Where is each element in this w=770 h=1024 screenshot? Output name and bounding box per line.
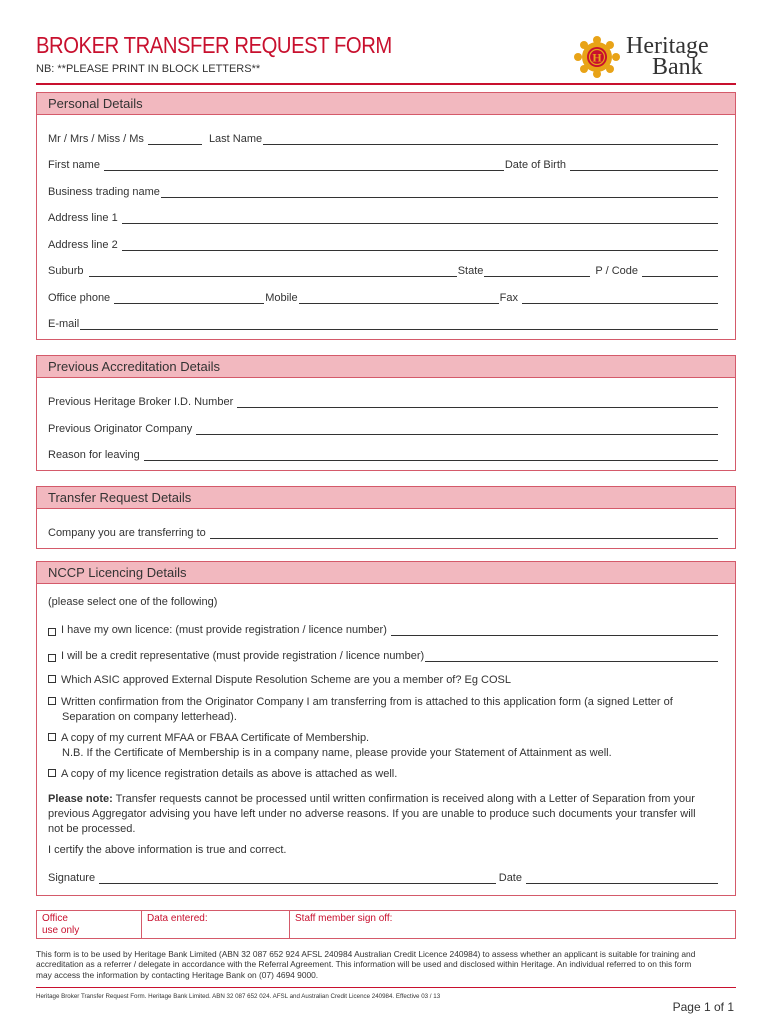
broker-id-field[interactable]: [237, 398, 718, 408]
certify-statement: I certify the above information is true and correct.: [48, 844, 287, 856]
header-rule: [36, 83, 736, 85]
logo-text-bank: Bank: [652, 54, 703, 80]
written-confirmation-checkbox[interactable]: [48, 697, 56, 705]
please-note-line2: previous Aggregator advising you have left under no adverse reasons. If you are unable to produce such documents your transfer will: [48, 808, 696, 820]
heritage-crest-icon: [572, 34, 622, 80]
business-label: Business trading name: [48, 186, 160, 198]
privacy-line1: This form is to be used by Heritage Bank Limited (ABN 32 087 652 924 AFSL 240984 Australian Credit Licence 240984) to assess whether an applicant is suitable for training and: [36, 949, 696, 959]
office-use-box: [36, 910, 736, 939]
data-entered-label: Data entered:: [147, 913, 208, 924]
mobile-label: Mobile: [265, 292, 298, 304]
suburb-label: Suburb: [48, 265, 84, 277]
nccp-option-5: [48, 731, 719, 761]
broker-id-row: [48, 394, 719, 408]
nccp-option-3: [48, 673, 719, 688]
own-licence-field[interactable]: [391, 626, 718, 636]
title-label: Mr / Mrs / Miss / Ms: [48, 133, 144, 145]
written-confirmation-line2: Separation on company letterhead).: [62, 711, 237, 723]
nccp-option-2: [48, 648, 719, 662]
date-label: Date: [498, 872, 522, 884]
address2-label: Address line 2: [48, 239, 118, 251]
dob-label: Date of Birth: [504, 159, 566, 171]
written-confirmation-line1: Written confirmation from the Originator Company I am transferring from is attached to this application form (a signed Letter of: [61, 696, 673, 708]
personal-details-heading: Personal Details: [37, 93, 735, 115]
own-licence-checkbox[interactable]: [48, 628, 56, 636]
postcode-label: P / Code: [595, 265, 638, 277]
company-row: [48, 525, 719, 539]
last-name-label: Last Name: [208, 133, 263, 145]
office-use-label: [37, 911, 142, 938]
membership-certificate-line1: A copy of my current MFAA or FBAA Certificate of Membership.: [61, 732, 370, 744]
fax-field[interactable]: [522, 294, 718, 304]
nccp-intro: (please select one of the following): [48, 596, 218, 608]
broker-id-label: Previous Heritage Broker I.D. Number: [48, 396, 234, 408]
reason-field[interactable]: [144, 451, 718, 461]
nccp-option-6: [48, 767, 719, 782]
signature-label: Signature: [48, 872, 96, 884]
mobile-field[interactable]: [299, 294, 499, 304]
email-label: E-mail: [48, 318, 80, 330]
please-note-line1: Transfer requests cannot be processed until written confirmation is received along with a Letter of Separation from your: [115, 793, 695, 805]
form-title: BROKER TRANSFER REQUEST FORM: [36, 32, 392, 58]
signature-row: [48, 870, 719, 884]
page-number: Page 1 of 1: [672, 1000, 734, 1014]
privacy-paragraph: [36, 949, 736, 980]
office-phone-label: Office phone: [48, 292, 111, 304]
footer-note: Heritage Broker Transfer Request Form. Heritage Bank Limited. ABN 32 087 652 024. AFSL and Australian Credit Licence 240984. Effective 03 / 13: [36, 993, 441, 1000]
previous-accreditation-heading: Previous Accreditation Details: [37, 356, 735, 378]
previous-accreditation-section: [36, 355, 736, 471]
date-field[interactable]: [526, 874, 718, 884]
nccp-licencing-section: [36, 561, 736, 896]
privacy-line3: may access the information by contacting Heritage Bank on (07) 4694 9000.: [36, 969, 319, 980]
own-licence-label: I have my own licence: (must provide registration / licence number): [61, 624, 387, 636]
last-name-field[interactable]: [263, 135, 718, 145]
nccp-licencing-heading: NCCP Licencing Details: [37, 562, 735, 584]
email-row: [48, 316, 719, 330]
title-field[interactable]: [148, 135, 202, 145]
first-name-field[interactable]: [104, 161, 504, 171]
privacy-line2: accreditation as a referrer / delegate in accordance with the Referral Agreement. This information will be used and disclosed within Heritage. An individual referred to on this form: [36, 959, 692, 970]
address1-field[interactable]: [122, 214, 718, 224]
transfer-request-heading: Transfer Request Details: [37, 487, 735, 509]
business-field[interactable]: [161, 188, 718, 198]
credit-rep-field[interactable]: [425, 652, 718, 662]
nccp-option-4: [48, 695, 719, 725]
suburb-row: [48, 263, 719, 277]
membership-certificate-line2: N.B. If the Certificate of Membership is in a company name, please provide your Statement of Attainment as well.: [62, 747, 612, 759]
address2-field[interactable]: [122, 241, 718, 251]
title-lastname-row: [48, 131, 719, 145]
please-note-line3: not be processed.: [48, 823, 136, 835]
credit-rep-checkbox[interactable]: [48, 654, 56, 662]
company-field[interactable]: [210, 529, 718, 539]
office-phone-field[interactable]: [114, 294, 264, 304]
company-label: Company you are transferring to: [48, 527, 206, 539]
address1-row: [48, 210, 719, 224]
office-use-line2: use only: [42, 925, 80, 936]
signature-field[interactable]: [99, 874, 496, 884]
heritage-bank-logo: [572, 34, 736, 80]
state-label: State: [457, 265, 484, 277]
transfer-request-section: [36, 486, 736, 549]
business-row: [48, 184, 719, 198]
footer-rule: [36, 987, 736, 988]
dob-field[interactable]: [570, 161, 718, 171]
edr-scheme-label: Which ASIC approved External Dispute Resolution Scheme are you a member of? Eg COSL: [61, 674, 512, 686]
staff-signoff-label: Staff member sign off:: [295, 913, 393, 924]
logo-text-heritage: Heritage: [626, 33, 709, 59]
personal-details-section: [36, 92, 736, 340]
edr-scheme-checkbox[interactable]: [48, 675, 56, 683]
membership-certificate-checkbox[interactable]: [48, 733, 56, 741]
licence-copy-checkbox[interactable]: [48, 769, 56, 777]
state-field[interactable]: [484, 267, 590, 277]
address2-row: [48, 237, 719, 251]
suburb-field[interactable]: [89, 267, 456, 277]
data-entered-cell[interactable]: [142, 911, 290, 938]
originator-row: [48, 421, 719, 435]
fax-label: Fax: [499, 292, 518, 304]
office-use-line1: Office: [42, 913, 68, 924]
svg-text:H: H: [592, 50, 602, 65]
originator-field[interactable]: [196, 425, 718, 435]
staff-signoff-cell[interactable]: [290, 911, 735, 938]
please-note-paragraph: [48, 792, 719, 837]
phone-row: [48, 290, 719, 304]
credit-rep-label: I will be a credit representative (must provide registration / licence number): [61, 650, 425, 662]
please-note-label: Please note:: [48, 793, 113, 805]
reason-label: Reason for leaving: [48, 449, 140, 461]
address1-label: Address line 1: [48, 212, 118, 224]
licence-copy-label: A copy of my licence registration details as above is attached as well.: [61, 768, 398, 780]
postcode-field[interactable]: [642, 267, 718, 277]
firstname-dob-row: [48, 157, 719, 171]
form-subtitle: NB: **PLEASE PRINT IN BLOCK LETTERS**: [36, 63, 261, 75]
email-field[interactable]: [80, 320, 718, 330]
first-name-label: First name: [48, 159, 100, 171]
originator-label: Previous Originator Company: [48, 423, 193, 435]
reason-row: [48, 447, 719, 461]
nccp-option-1: [48, 622, 719, 636]
